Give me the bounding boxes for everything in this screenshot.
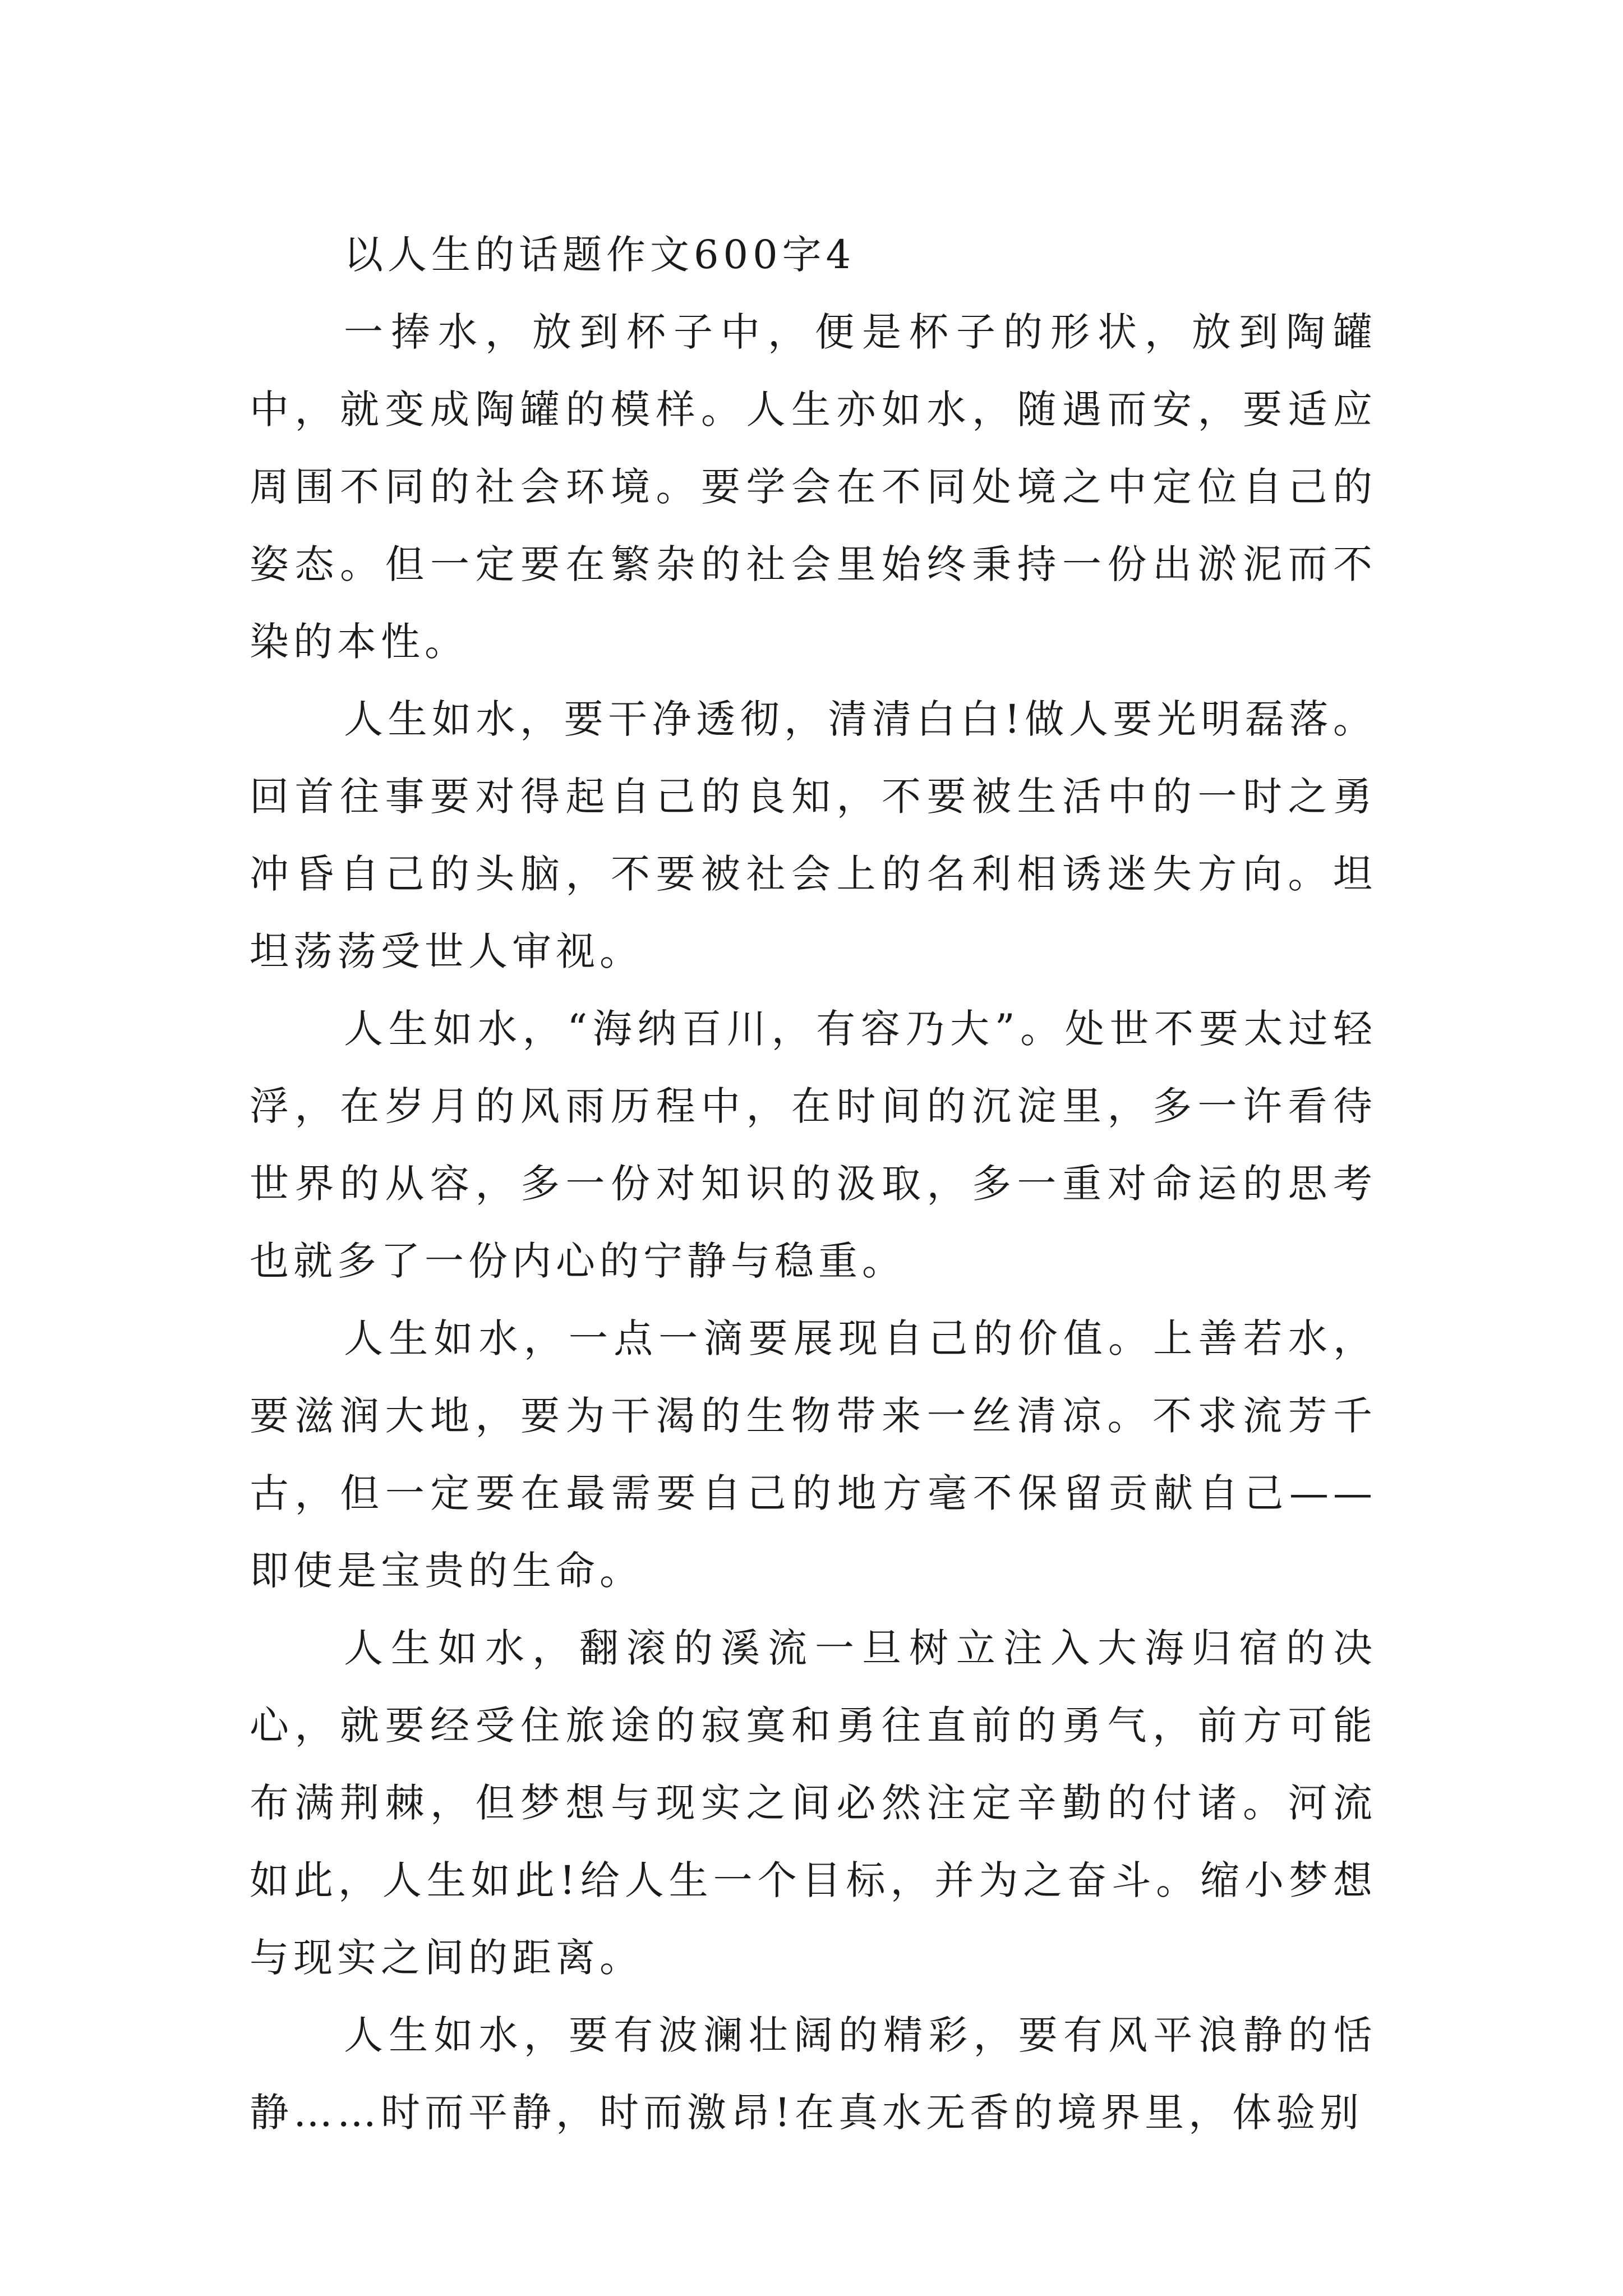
paragraph-5: 人生如水，翻滚的溪流一旦树立注入大海归宿的决心，就要经受住旅途的寂寞和勇往直前的勇气，前方可能布满荆棘，但梦想与现实之间必然注定辛勤的付诸。河流如此，人生如此!给人生一个目标，并为之奋斗。缩小梦想与现实之间的距离。: [250, 1625, 1377, 1981]
paragraph-3: 人生如水，“海纳百川，有容乃大”。处世不要太过轻浮，在岁月的风雨历程中，在时间的沉淀里，多一许看待世界的从容，多一份对知识的汲取，多一重对命运的思考也就多了一份内心的宁静与稳重。: [250, 1006, 1377, 1284]
paragraph-2: 人生如水，要干净透彻，清清白白!做人要光明磊落。回首往事要对得起自己的良知，不要被生活中的一时之勇冲昏自己的头脑，不要被社会上的名利相诱迷失方向。坦坦荡荡受世人审视。: [250, 696, 1377, 974]
document-body: [250, 216, 1377, 2151]
paragraph-6: 人生如水，要有波澜壮阔的精彩，要有风平浪静的恬静……时而平静，时而激昂!在真水无香的境界里，体验别: [250, 2012, 1377, 2136]
document-title: 以人生的话题作文600字4: [344, 232, 856, 278]
paragraph-1: 一捧水，放到杯子中，便是杯子的形状，放到陶罐中，就变成陶罐的模样。人生亦如水，随遇而安，要适应周围不同的社会环境。要学会在不同处境之中定位自己的姿态。但一定要在繁杂的社会里始终秉持一份出淤泥而不染的本性。: [250, 309, 1377, 665]
paragraph-4: 人生如水，一点一滴要展现自己的价值。上善若水，要滋润大地，要为干渴的生物带来一丝清凉。不求流芳千古，但一定要在最需要自己的地方毫不保留贡献自己——即使是宝贵的生命。: [250, 1315, 1377, 1594]
